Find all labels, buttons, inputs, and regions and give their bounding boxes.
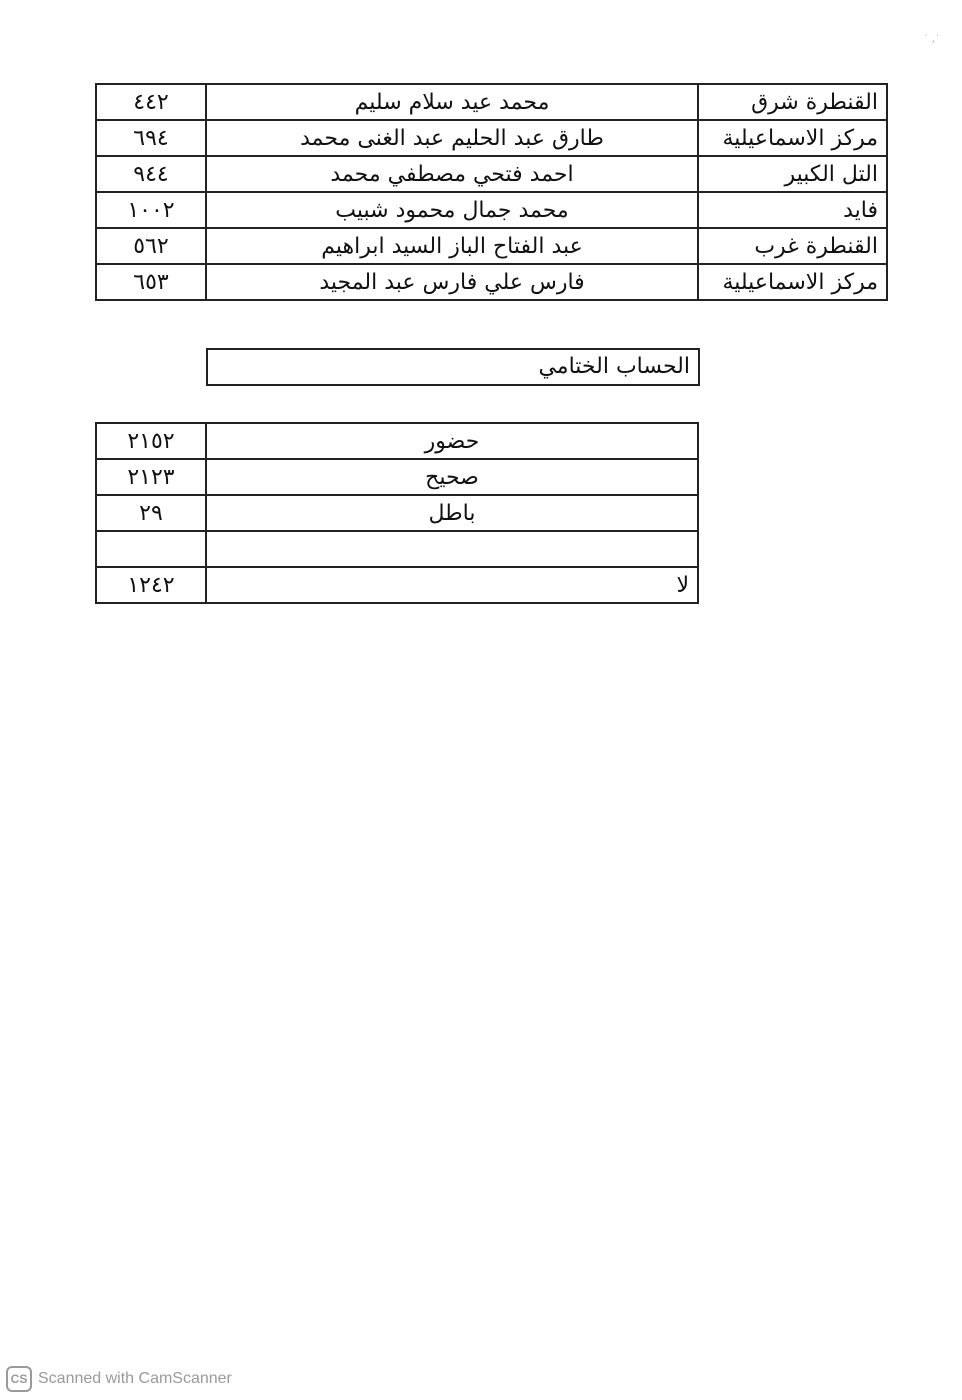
area-cell: فايد xyxy=(698,192,887,228)
candidate-name-cell: فارس علي فارس عبد المجيد xyxy=(206,264,698,300)
final-account-table xyxy=(95,422,699,604)
final-account-title: الحساب الختامي xyxy=(206,348,700,386)
summary-label-cell: باطل xyxy=(206,495,698,531)
table-row xyxy=(96,228,887,264)
area-cell: مركز الاسماعيلية xyxy=(698,120,887,156)
scan-marks: ˙ ,˙ xyxy=(923,34,940,45)
area-cell: القنطرة غرب xyxy=(698,228,887,264)
table-row xyxy=(96,495,698,531)
candidate-name-cell: طارق عبد الحليم عبد الغنى محمد xyxy=(206,120,698,156)
table-row xyxy=(96,120,887,156)
candidate-name-cell: احمد فتحي مصطفي محمد xyxy=(206,156,698,192)
candidates-table xyxy=(95,83,888,301)
summary-value-cell: ٢١٢٣ xyxy=(96,459,206,495)
table-row xyxy=(96,264,887,300)
table-row xyxy=(96,156,887,192)
summary-value-cell: ١٢٤٢ xyxy=(96,567,206,603)
camscanner-logo-icon: CS xyxy=(6,1366,32,1392)
watermark-text: Scanned with CamScanner xyxy=(38,1370,232,1387)
votes-cell: ٦٩٤ xyxy=(96,120,206,156)
votes-cell: ٥٦٢ xyxy=(96,228,206,264)
votes-cell: ٤٤٢ xyxy=(96,84,206,120)
area-cell: التل الكبير xyxy=(698,156,887,192)
table-row xyxy=(96,423,698,459)
votes-cell: ٦٥٣ xyxy=(96,264,206,300)
votes-cell: ١٠٠٢ xyxy=(96,192,206,228)
summary-label-cell: لا xyxy=(206,567,698,603)
candidate-name-cell: عبد الفتاح الباز السيد ابراهيم xyxy=(206,228,698,264)
summary-value-cell: ٢٩ xyxy=(96,495,206,531)
area-cell: مركز الاسماعيلية xyxy=(698,264,887,300)
candidate-name-cell: محمد عيد سلام سليم xyxy=(206,84,698,120)
table-row xyxy=(96,192,887,228)
summary-value-cell xyxy=(96,531,206,567)
table-row xyxy=(96,84,887,120)
table-row xyxy=(96,531,698,567)
candidate-name-cell: محمد جمال محمود شبيب xyxy=(206,192,698,228)
table-row xyxy=(96,567,698,603)
camscanner-watermark xyxy=(6,1366,232,1392)
summary-value-cell: ٢١٥٢ xyxy=(96,423,206,459)
summary-label-cell: صحيح xyxy=(206,459,698,495)
summary-label-cell: حضور xyxy=(206,423,698,459)
votes-cell: ٩٤٤ xyxy=(96,156,206,192)
table-row xyxy=(96,459,698,495)
summary-label-cell xyxy=(206,531,698,567)
area-cell: القنطرة شرق xyxy=(698,84,887,120)
